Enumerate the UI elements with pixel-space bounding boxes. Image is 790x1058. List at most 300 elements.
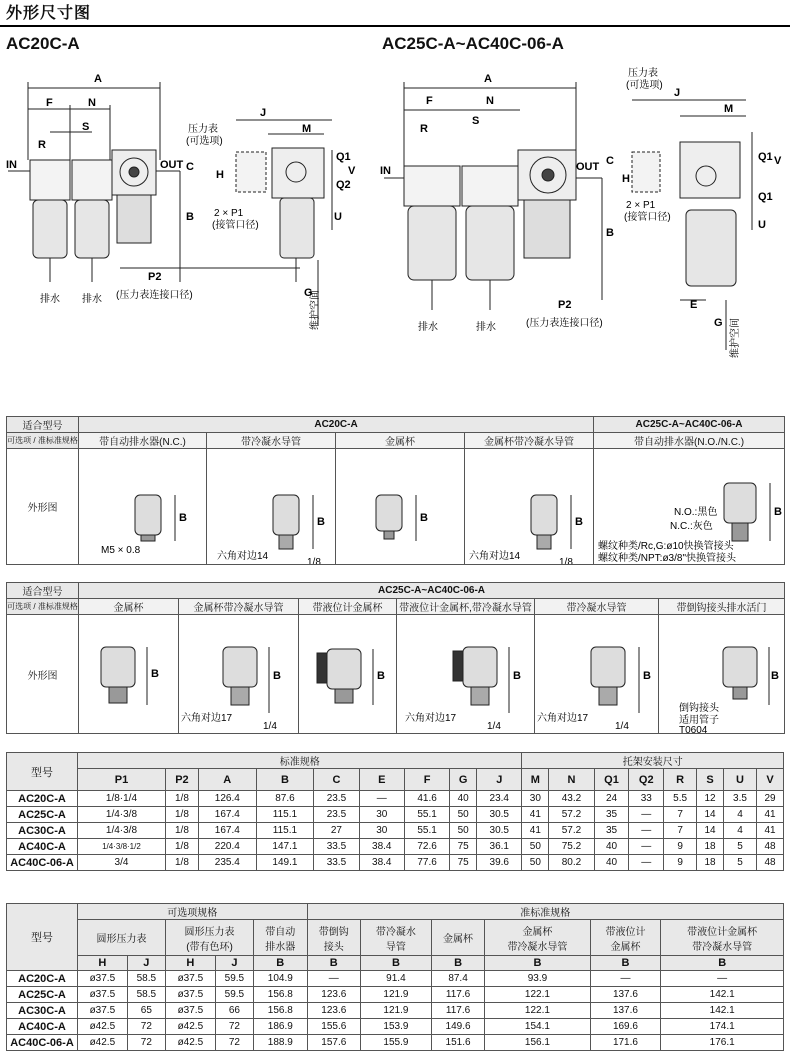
dim-b-label: B: [377, 670, 385, 682]
option-spec-table: [6, 903, 784, 1051]
value-cell: ø42.5: [166, 1019, 216, 1035]
no-black-caption: N.O.:黑色: [674, 507, 718, 518]
p1-label-r: 2 × P1: [626, 200, 656, 211]
value-cell: 40: [594, 839, 629, 855]
ac25c-ac40c-dimension-drawing: [380, 60, 790, 360]
opt-col-level-condensate: [661, 920, 784, 956]
opt-col-barb-l1: 带倒钩: [318, 926, 349, 938]
dim-col-p1: P1: [78, 769, 166, 791]
dim-head-standard: 标准规格: [78, 753, 522, 769]
value-cell: 122.1: [485, 987, 590, 1003]
opt-sub-col: J: [127, 956, 165, 971]
opt-col-barb-l2: 接头: [323, 941, 344, 953]
value-cell: 1/8: [165, 823, 198, 839]
value-cell: 1/4·3/8: [78, 823, 166, 839]
dim-c-label: C: [186, 161, 194, 173]
dim-s-label: S: [82, 121, 90, 133]
value-cell: 50: [450, 807, 477, 823]
opt2-fig-metal-bowl-condensate: [179, 615, 299, 734]
value-cell: 151.6: [431, 1035, 485, 1051]
opt2-fig-level-gauge-condensate: [397, 615, 535, 734]
opt2-head-fig: 外形图: [7, 615, 79, 734]
dim-b-label: B: [513, 670, 521, 682]
opt-sub-col: B: [661, 956, 784, 971]
value-cell: 1/8: [165, 807, 198, 823]
options-table-2: [6, 582, 785, 734]
value-cell: 48: [757, 839, 784, 855]
value-cell: 65: [127, 1003, 165, 1019]
opt1-fig-metal-bowl-condensate: [465, 449, 594, 565]
value-cell: 7: [664, 823, 697, 839]
value-cell: 137.6: [590, 987, 661, 1003]
value-cell: 7: [664, 807, 697, 823]
left-model-heading: AC20C-A: [6, 34, 80, 53]
dim-q1b-label-r: Q1: [758, 191, 773, 203]
thread-rc-g-caption: 螺纹种类/Rc,G:ø10快换管接头: [598, 541, 734, 552]
opt2-fig-metal-bowl: [79, 615, 179, 734]
model-cell: AC40C-A: [7, 839, 78, 855]
opt1-fig-auto-drain-nc: [79, 449, 207, 565]
value-cell: 40: [450, 791, 477, 807]
opt-col-auto-drain-l2: 排水器: [265, 941, 296, 953]
value-cell: ø42.5: [166, 1035, 216, 1051]
value-cell: 41: [522, 823, 549, 839]
value-cell: —: [629, 807, 664, 823]
value-cell: 57.2: [549, 823, 594, 839]
dim-b-label-r: B: [606, 227, 614, 239]
opt1-col-metal-bowl: 金属杯: [336, 433, 465, 449]
out-port-label: OUT: [160, 159, 184, 171]
opt1-col-auto-drain-nc: 带自动排水器(N.C.): [79, 433, 207, 449]
opt-col-auto-drain: [254, 920, 308, 956]
nc-gray-caption: N.C.:灰色: [670, 521, 713, 532]
value-cell: 50: [522, 855, 549, 871]
value-cell: ø37.5: [166, 1003, 216, 1019]
out-port-label-r: OUT: [576, 161, 600, 173]
value-cell: 41.6: [404, 791, 449, 807]
value-cell: 30.5: [477, 807, 522, 823]
opt1-fig-condensate: [207, 449, 336, 565]
value-cell: 5.5: [664, 791, 697, 807]
bowl-figure: [397, 615, 535, 733]
value-cell: 72: [127, 1019, 165, 1035]
value-cell: 121.9: [361, 1003, 432, 1019]
value-cell: 126.4: [198, 791, 256, 807]
p1-note-label-r: (接管口径): [624, 212, 671, 223]
value-cell: 156.8: [254, 987, 308, 1003]
value-cell: 58.5: [127, 987, 165, 1003]
model-cell: AC20C-A: [7, 791, 78, 807]
bowl-figure: [594, 449, 785, 564]
opt2-head-opt: 可选项 / 准标准规格: [7, 599, 79, 615]
dim-col-p2: P2: [165, 769, 198, 791]
hex17-caption: 六角对边17: [181, 713, 233, 724]
drain-label-1: 排水: [40, 294, 60, 305]
value-cell: —: [307, 971, 361, 987]
opt2-fig-level-gauge-bowl: [299, 615, 397, 734]
value-cell: 72.6: [404, 839, 449, 855]
opt2-col-level-gauge-condensate: 带液位计金属杯,带冷凝水导管: [397, 599, 535, 615]
value-cell: 167.4: [198, 823, 256, 839]
opt-col-color-gauge-l1: 圆形压力表: [184, 926, 235, 938]
table-row: [7, 1019, 784, 1035]
opt1-head-opt: 可选项 / 准标准规格: [7, 433, 79, 449]
dim-col-u: U: [724, 769, 757, 791]
value-cell: 149.6: [431, 1019, 485, 1035]
value-cell: 50: [450, 823, 477, 839]
value-cell: 55.1: [404, 823, 449, 839]
dim-j-label-r: J: [674, 87, 681, 99]
value-cell: 123.6: [307, 1003, 361, 1019]
dim-col-a: A: [198, 769, 256, 791]
value-cell: 14: [697, 807, 724, 823]
dim-col-q2: Q2: [629, 769, 664, 791]
value-cell: 188.9: [254, 1035, 308, 1051]
value-cell: 35: [594, 807, 629, 823]
value-cell: 5: [724, 855, 757, 871]
thread-14-caption: 1/4: [487, 721, 501, 732]
model-cell: AC40C-06-A: [7, 855, 78, 871]
opt-head-semistandard: 准标准规格: [307, 904, 783, 920]
value-cell: 186.9: [254, 1019, 308, 1035]
dimension-table: [6, 752, 784, 871]
value-cell: ø37.5: [78, 987, 128, 1003]
value-cell: 220.4: [198, 839, 256, 855]
value-cell: 30.5: [477, 823, 522, 839]
value-cell: 87.4: [431, 971, 485, 987]
model-cell: AC30C-A: [7, 823, 78, 839]
value-cell: 115.1: [256, 823, 314, 839]
dim-n-label-r: N: [486, 95, 494, 107]
dim-v-label: V: [348, 165, 356, 177]
value-cell: 58.5: [127, 971, 165, 987]
opt2-col-condensate: 带冷凝水导管: [535, 599, 659, 615]
value-cell: —: [629, 855, 664, 871]
value-cell: 155.9: [361, 1035, 432, 1051]
bowl-figure: [465, 449, 594, 564]
bowl-figure: [659, 615, 785, 733]
value-cell: 1/8: [165, 839, 198, 855]
dim-head-bracket: 托架安装尺寸: [522, 753, 784, 769]
gauge-label: 压力表: [188, 124, 218, 135]
dim-q1-label-r: Q1: [758, 151, 773, 163]
opt2-col-metal-bowl: 金属杯: [79, 599, 179, 615]
dim-m-label: M: [302, 123, 312, 135]
value-cell: 36.1: [477, 839, 522, 855]
value-cell: 1/8·1/4: [78, 791, 166, 807]
value-cell: 157.6: [307, 1035, 361, 1051]
value-cell: 35: [594, 823, 629, 839]
value-cell: 123.6: [307, 987, 361, 1003]
value-cell: 72: [215, 1035, 253, 1051]
thread-npt-caption: 螺纹种类/NPT:ø3/8"快换管接头: [598, 553, 737, 564]
opt2-head-model: 适合型号: [7, 583, 79, 599]
opt1-group-right: AC25C-A~AC40C-06-A: [594, 417, 785, 433]
value-cell: 12: [697, 791, 724, 807]
value-cell: 30: [359, 823, 404, 839]
right-model-heading: AC25C-A~AC40C-06-A: [382, 34, 564, 53]
gauge-label-r: 压力表: [628, 68, 658, 79]
value-cell: 77.6: [404, 855, 449, 871]
maintenance-space-label: 维护空间: [310, 290, 321, 330]
value-cell: 153.9: [361, 1019, 432, 1035]
opt-col-level-gauge-l1: 带液位计: [605, 926, 646, 938]
value-cell: —: [629, 839, 664, 855]
value-cell: 9: [664, 855, 697, 871]
dim-head-model: 型号: [7, 753, 78, 791]
dim-s-label-r: S: [472, 115, 480, 127]
opt-col-level-condensate-l2: 带冷凝水导管: [692, 941, 753, 953]
value-cell: ø37.5: [166, 971, 216, 987]
opt2-col-metal-bowl-condensate: 金属杯带冷凝水导管: [179, 599, 299, 615]
value-cell: 156.1: [485, 1035, 590, 1051]
value-cell: 23.5: [314, 807, 359, 823]
dim-b-label: B: [179, 512, 187, 524]
p1-label: 2 × P1: [214, 208, 244, 219]
value-cell: 75.2: [549, 839, 594, 855]
dim-q2-label: Q2: [336, 179, 351, 191]
m5-caption: M5 × 0.8: [101, 545, 141, 556]
dim-b-label: B: [273, 670, 281, 682]
value-cell: —: [629, 823, 664, 839]
opt-sub-col: B: [431, 956, 485, 971]
opt-col-color-gauge: [166, 920, 254, 956]
value-cell: 23.4: [477, 791, 522, 807]
in-port-label-r: IN: [380, 165, 391, 177]
dim-u-label-r: U: [758, 219, 766, 231]
opt1-fig-metal-bowl: [336, 449, 465, 565]
dim-b-label: B: [420, 512, 428, 524]
dim-g-label: G: [304, 287, 313, 299]
options-table-1: [6, 416, 785, 565]
dim-b-label: B: [643, 670, 651, 682]
dim-col-j: J: [477, 769, 522, 791]
dim-col-v: V: [757, 769, 784, 791]
t0604-caption: T0604: [679, 725, 708, 733]
table-row: [7, 1035, 784, 1051]
value-cell: ø37.5: [166, 987, 216, 1003]
opt-col-metal-condensate-l1: 金属杯: [522, 926, 553, 938]
opt-col-condensate-l1: 带冷凝水: [375, 926, 416, 938]
dim-col-b: B: [256, 769, 314, 791]
opt-sub-col: B: [254, 956, 308, 971]
opt1-head-fig: 外形图: [7, 449, 79, 565]
opt-head-options: 可选项规格: [78, 904, 308, 920]
dim-col-f: F: [404, 769, 449, 791]
value-cell: 59.5: [215, 971, 253, 987]
opt-sub-col: H: [78, 956, 128, 971]
dim-h-label: H: [216, 169, 224, 181]
opt1-col-auto-drain-no-nc: 带自动排水器(N.O./N.C.): [594, 433, 785, 449]
tube-caption: 适用管子: [679, 715, 719, 726]
value-cell: 75: [450, 839, 477, 855]
value-cell: 137.6: [590, 1003, 661, 1019]
bowl-figure: [79, 615, 179, 733]
table-row: [7, 839, 784, 855]
dim-v-label-r: V: [774, 155, 782, 167]
barb-caption: 倒钩接头: [679, 703, 719, 714]
p2-label-r: P2: [558, 299, 572, 311]
value-cell: ø42.5: [78, 1035, 128, 1051]
value-cell: —: [661, 971, 784, 987]
dim-n-label: N: [88, 97, 96, 109]
value-cell: —: [359, 791, 404, 807]
table-row: [7, 807, 784, 823]
value-cell: 30: [522, 791, 549, 807]
opt2-fig-barb-drain: [659, 615, 785, 734]
opt1-group-left: AC20C-A: [79, 417, 594, 433]
maintenance-space-label-r: 维护空间: [730, 318, 741, 358]
hex14-caption: 六角对边14: [217, 551, 269, 562]
value-cell: 33.5: [314, 839, 359, 855]
value-cell: 121.9: [361, 987, 432, 1003]
table-row: [7, 791, 784, 807]
model-cell: AC30C-A: [7, 1003, 78, 1019]
opt1-col-metal-bowl-condensate: 金属杯带冷凝水导管: [465, 433, 594, 449]
dim-b-label: B: [317, 516, 325, 528]
value-cell: 1/4·3/8·1/2: [78, 839, 166, 855]
in-port-label: IN: [6, 159, 17, 171]
dim-b-label: B: [151, 668, 159, 680]
value-cell: 87.6: [256, 791, 314, 807]
dim-r-label-r: R: [420, 123, 428, 135]
value-cell: 115.1: [256, 807, 314, 823]
opt2-col-level-gauge-bowl: 带液位计金属杯: [299, 599, 397, 615]
dim-col-m: M: [522, 769, 549, 791]
value-cell: 33: [629, 791, 664, 807]
value-cell: 5: [724, 839, 757, 855]
p2-note-label: (压力表连接口径): [116, 290, 193, 301]
value-cell: 80.2: [549, 855, 594, 871]
value-cell: 1/4·3/8: [78, 807, 166, 823]
value-cell: 122.1: [485, 1003, 590, 1019]
dim-f-label-r: F: [426, 95, 433, 107]
value-cell: 43.2: [549, 791, 594, 807]
value-cell: 55.1: [404, 807, 449, 823]
p2-label: P2: [148, 271, 162, 283]
bowl-figure: [535, 615, 659, 733]
value-cell: —: [590, 971, 661, 987]
value-cell: ø42.5: [78, 1019, 128, 1035]
hex17-caption: 六角对边17: [405, 713, 457, 724]
dim-col-g: G: [450, 769, 477, 791]
value-cell: 50: [522, 839, 549, 855]
value-cell: 38.4: [359, 839, 404, 855]
value-cell: 75: [450, 855, 477, 871]
dim-r-label: R: [38, 139, 46, 151]
value-cell: 29: [757, 791, 784, 807]
dim-g-label-r: G: [714, 317, 723, 329]
dim-j-label: J: [260, 107, 267, 119]
model-cell: AC25C-A: [7, 807, 78, 823]
dim-col-r: R: [664, 769, 697, 791]
opt-col-color-gauge-l2: (带有色环): [186, 941, 233, 953]
opt1-fig-auto-drain-no-nc: [594, 449, 785, 565]
value-cell: 167.4: [198, 807, 256, 823]
opt1-col-condensate: 带冷凝水导管: [207, 433, 336, 449]
dim-m-label-r: M: [724, 103, 734, 115]
value-cell: ø37.5: [78, 971, 128, 987]
dim-b-label: B: [771, 670, 779, 682]
value-cell: 57.2: [549, 807, 594, 823]
p1-note-label: (接管口径): [212, 220, 259, 231]
dim-b-label: B: [186, 211, 194, 223]
gauge-optional-label-r: (可选项): [626, 80, 663, 91]
opt-col-condensate-l2: 导管: [385, 941, 406, 953]
table-row: [7, 971, 784, 987]
value-cell: 4: [724, 807, 757, 823]
dim-f-label: F: [46, 97, 53, 109]
value-cell: 66: [215, 1003, 253, 1019]
value-cell: 38.4: [359, 855, 404, 871]
value-cell: 40: [594, 855, 629, 871]
opt-sub-col: B: [590, 956, 661, 971]
opt-head-model: 型号: [7, 904, 78, 971]
value-cell: 156.8: [254, 1003, 308, 1019]
value-cell: 41: [757, 807, 784, 823]
thread-18-caption: 1/8: [559, 557, 573, 564]
opt-col-auto-drain-l1: 带自动: [265, 926, 296, 938]
value-cell: 235.4: [198, 855, 256, 871]
value-cell: 171.6: [590, 1035, 661, 1051]
drain-label-r2: 排水: [476, 322, 496, 333]
thread-18-caption: 1/8: [307, 557, 321, 564]
dim-c-label-r: C: [606, 155, 614, 167]
table-row: [7, 823, 784, 839]
value-cell: 1/8: [165, 855, 198, 871]
dim-b-label: B: [575, 516, 583, 528]
value-cell: 59.5: [215, 987, 253, 1003]
opt-col-level-condensate-l1: 带液位计金属杯: [687, 926, 758, 938]
model-cell: AC40C-06-A: [7, 1035, 78, 1051]
opt-col-metal-condensate-l2: 带冷凝水导管: [507, 941, 568, 953]
bowl-figure: [79, 449, 207, 564]
bowl-figure: [299, 615, 397, 733]
opt-col-round-gauge: 圆形压力表: [78, 920, 166, 956]
dim-b-label: B: [774, 506, 782, 518]
opt-col-metal-condensate: [485, 920, 590, 956]
dim-a-label: A: [94, 73, 102, 85]
dim-col-c: C: [314, 769, 359, 791]
value-cell: 174.1: [661, 1019, 784, 1035]
value-cell: 142.1: [661, 1003, 784, 1019]
opt-col-level-gauge-l2: 金属杯: [610, 941, 641, 953]
value-cell: 23.5: [314, 791, 359, 807]
value-cell: 117.6: [431, 987, 485, 1003]
value-cell: 72: [215, 1019, 253, 1035]
value-cell: 154.1: [485, 1019, 590, 1035]
opt-sub-col: B: [361, 956, 432, 971]
value-cell: 104.9: [254, 971, 308, 987]
table-row: [7, 987, 784, 1003]
dim-h-label-r: H: [622, 173, 630, 185]
opt-col-level-gauge: [590, 920, 661, 956]
value-cell: 117.6: [431, 1003, 485, 1019]
bowl-figure: [207, 449, 336, 564]
value-cell: 48: [757, 855, 784, 871]
value-cell: 18: [697, 855, 724, 871]
drain-label-2: 排水: [82, 294, 102, 305]
value-cell: 176.1: [661, 1035, 784, 1051]
value-cell: 33.5: [314, 855, 359, 871]
opt-col-barb: [307, 920, 361, 956]
dim-u-label: U: [334, 211, 342, 223]
model-cell: AC25C-A: [7, 987, 78, 1003]
value-cell: 149.1: [256, 855, 314, 871]
opt-sub-col: J: [215, 956, 253, 971]
drain-label-r1: 排水: [418, 322, 438, 333]
dim-a-label-r: A: [484, 73, 492, 85]
